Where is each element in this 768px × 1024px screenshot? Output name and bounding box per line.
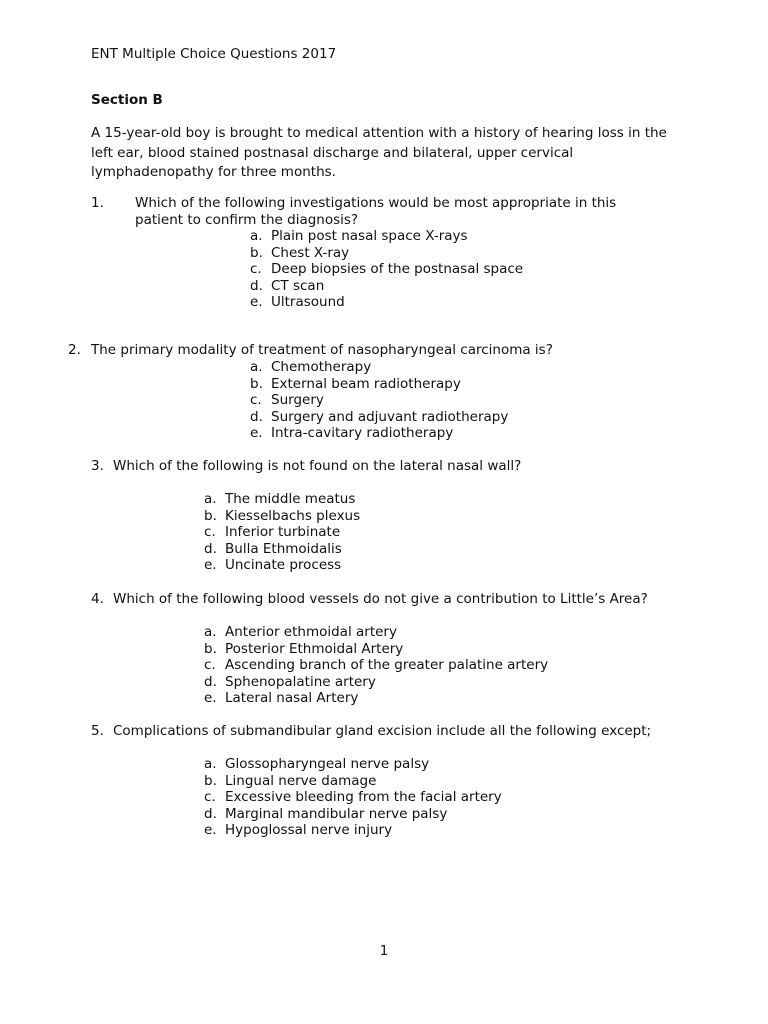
option-letter: d. (204, 673, 217, 690)
page-number: 1 (379, 943, 389, 959)
option-text: Uncinate process (225, 557, 342, 574)
option-e (204, 822, 502, 839)
option-b (204, 773, 502, 790)
option-d (204, 541, 360, 558)
option-text: Kiesselbachs plexus (225, 507, 361, 524)
option-text: Posterior Ethmoidal Artery (225, 640, 404, 657)
option-letter: e. (250, 425, 263, 442)
option-letter: c. (250, 261, 262, 278)
option-a (204, 624, 548, 641)
option-letter: e. (204, 557, 217, 574)
option-text: Plain post nasal space X-rays (271, 228, 468, 244)
option-text: Anterior ethmoidal artery (225, 624, 397, 640)
option-c (204, 657, 548, 674)
option-d (204, 674, 548, 691)
question-text: Which of the following blood vessels do not give a contribution to Little’s Area? (113, 591, 648, 607)
option-letter: c. (250, 392, 262, 409)
option-c (250, 392, 508, 409)
option-list (204, 756, 502, 839)
option-text: Chemotherapy (271, 359, 372, 375)
question-number: 3. (91, 458, 104, 474)
option-text: Surgery and adjuvant radiotherapy (271, 408, 509, 425)
option-text: Deep biopsies of the postnasal space (271, 261, 524, 278)
section-title: Section B (91, 92, 163, 108)
option-e (250, 294, 523, 311)
option-d (250, 409, 508, 426)
option-list (250, 359, 508, 442)
question-text: The primary modality of treatment of nasopharyngeal carcinoma is? (91, 342, 553, 358)
option-text: Chest X-ray (271, 244, 350, 261)
option-text: Lateral nasal Artery (225, 690, 359, 707)
option-text: Lingual nerve damage (225, 772, 377, 789)
option-text: Inferior turbinate (225, 524, 341, 541)
option-text: Excessive bleeding from the facial artery (225, 789, 502, 806)
question-text: Which of the following investigations would be most appropriate in this (135, 195, 617, 211)
option-letter: b. (204, 772, 217, 789)
option-text: Glossopharyngeal nerve palsy (225, 756, 430, 772)
option-text: Bulla Ethmoidalis (225, 540, 342, 557)
option-text: The middle meatus (225, 491, 356, 507)
option-d (250, 278, 523, 295)
option-c (250, 261, 523, 278)
option-letter: b. (204, 507, 217, 524)
option-letter: a. (250, 359, 263, 375)
option-c (204, 789, 502, 806)
option-letter: b. (250, 375, 263, 392)
option-a (250, 228, 523, 245)
option-list (204, 624, 548, 707)
option-text: CT scan (271, 277, 325, 294)
document-header: ENT Multiple Choice Questions 2017 (91, 46, 337, 62)
question-number: 2. (68, 342, 81, 358)
option-e (204, 557, 360, 574)
option-letter: c. (204, 657, 216, 674)
option-a (250, 359, 508, 376)
option-letter: e. (204, 822, 217, 839)
option-e (204, 690, 548, 707)
option-letter: c. (204, 789, 216, 806)
option-a (204, 756, 502, 773)
option-letter: d. (250, 408, 263, 425)
option-letter: e. (250, 294, 263, 311)
option-c (204, 524, 360, 541)
option-text: Intra-cavitary radiotherapy (271, 425, 454, 442)
question-text: Complications of submandibular gland excision include all the following except; (113, 723, 652, 739)
option-letter: d. (250, 277, 263, 294)
option-b (250, 245, 523, 262)
option-letter: a. (204, 756, 217, 772)
option-letter: a. (204, 624, 217, 640)
option-letter: a. (250, 228, 263, 244)
option-text: Ultrasound (271, 294, 345, 311)
question-text-continued: patient to confirm the diagnosis? (135, 212, 359, 228)
case-intro: A 15-year-old boy is brought to medical attention with a history of hearing loss in the left ear, blood stained postnasal discharge and bilateral, upper cervical lymphadenopathy for three months. (91, 125, 667, 180)
option-text: Ascending branch of the greater palatine artery (225, 657, 549, 674)
question-number: 4. (91, 591, 104, 607)
option-letter: d. (204, 805, 217, 822)
option-letter: b. (250, 244, 263, 261)
option-text: Surgery (271, 392, 324, 409)
option-b (204, 641, 548, 658)
option-letter: b. (204, 640, 217, 657)
option-text: Sphenopalatine artery (225, 673, 376, 690)
option-letter: c. (204, 524, 216, 541)
option-d (204, 806, 502, 823)
option-text: Hypoglossal nerve injury (225, 822, 393, 839)
question-text: Which of the following is not found on the lateral nasal wall? (113, 458, 522, 474)
option-list (204, 491, 360, 574)
option-text: External beam radiotherapy (271, 375, 461, 392)
option-list (250, 228, 523, 311)
option-e (250, 425, 508, 442)
option-a (204, 491, 360, 508)
option-letter: d. (204, 540, 217, 557)
option-letter: a. (204, 491, 217, 507)
question-number: 5. (91, 723, 104, 739)
option-b (250, 376, 508, 393)
option-text: Marginal mandibular nerve palsy (225, 805, 448, 822)
question-number: 1. (91, 195, 104, 211)
option-letter: e. (204, 690, 217, 707)
option-b (204, 508, 360, 525)
